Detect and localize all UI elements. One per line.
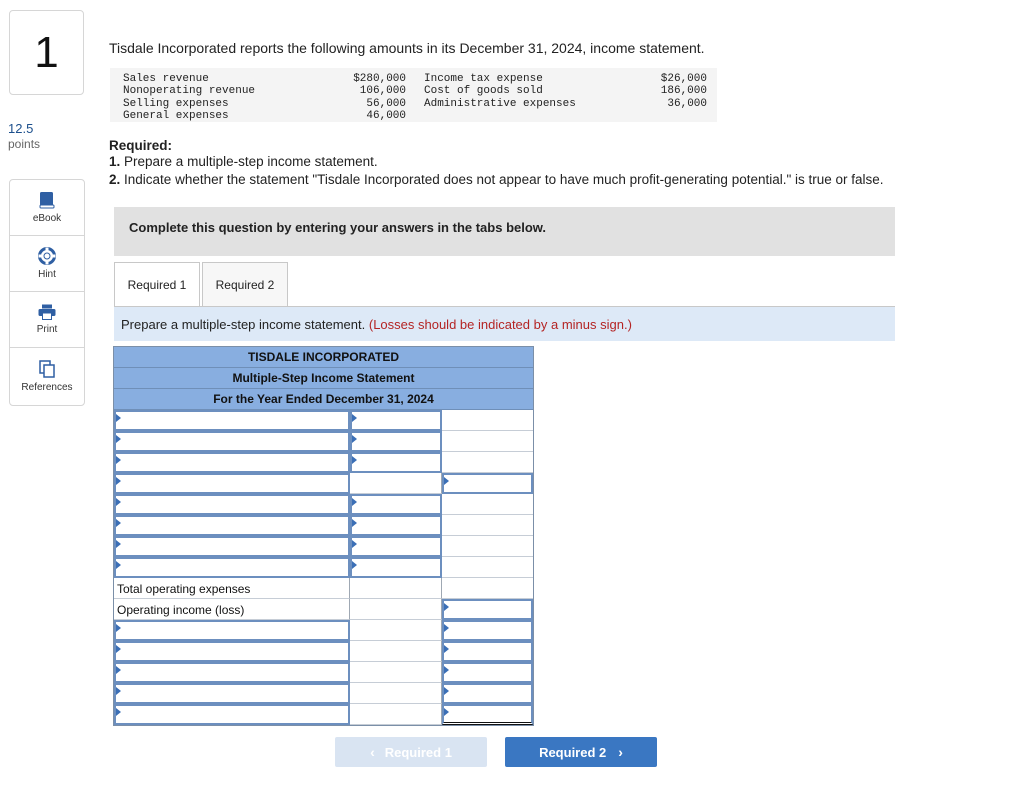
table-row	[114, 683, 533, 704]
amount-cell	[350, 599, 442, 620]
account-select[interactable]	[114, 452, 350, 473]
tab-required-1[interactable]	[114, 262, 200, 307]
amount-input[interactable]	[350, 557, 442, 578]
table-row	[114, 452, 533, 473]
amount-cell	[350, 473, 442, 494]
points-label: points	[8, 137, 41, 151]
required-item-number: 1.	[109, 154, 121, 169]
table-row	[114, 536, 533, 557]
print-label: Print	[36, 324, 58, 335]
amounts-left-values	[330, 73, 406, 122]
amount-cell	[350, 683, 442, 704]
references-button[interactable]	[10, 348, 84, 405]
amounts-table	[110, 68, 717, 122]
prompt-bar	[114, 307, 895, 341]
table-row	[114, 494, 533, 515]
amount-input[interactable]	[350, 515, 442, 536]
account-select[interactable]	[114, 620, 350, 641]
amount-value: 46,000	[366, 109, 406, 122]
hint-label: Hint	[38, 269, 56, 280]
amount-input[interactable]	[350, 452, 442, 473]
total-input[interactable]	[442, 473, 533, 494]
question-number: 1	[9, 10, 84, 95]
table-row	[114, 578, 533, 599]
statement-period: For the Year Ended December 31, 2024	[114, 389, 533, 410]
instruction-box: Complete this question by entering your answers in the tabs below.	[114, 207, 895, 256]
prev-label: Required 1	[384, 744, 452, 760]
operating-income-label: Operating income (loss)	[114, 599, 350, 620]
amount-cell	[350, 578, 442, 599]
amounts-left-labels	[123, 73, 255, 122]
points-value: 12.5	[8, 121, 34, 136]
amount-label: Cost of goods sold	[424, 85, 543, 98]
account-select[interactable]	[114, 662, 350, 683]
table-row	[114, 662, 533, 683]
tab-required-2[interactable]	[202, 262, 288, 307]
account-select[interactable]	[114, 557, 350, 578]
required-item-1	[109, 154, 378, 169]
table-row	[114, 704, 533, 725]
amount-label: Selling expenses	[123, 97, 229, 110]
table-row	[114, 515, 533, 536]
account-select[interactable]	[114, 704, 350, 725]
required-item-text: Indicate whether the statement "Tisdale Incorporated does not appear to have much profit-generating potential." is true or false.	[124, 172, 884, 187]
ebook-button[interactable]	[10, 180, 84, 236]
amount-value: 186,000	[660, 85, 707, 98]
hint-button[interactable]	[10, 236, 84, 292]
printer-icon	[38, 304, 56, 320]
tool-panel	[9, 179, 85, 406]
total-cell	[442, 410, 533, 431]
total-cell	[442, 578, 533, 599]
amount-label: Sales revenue	[123, 73, 209, 85]
next-label: Required 2	[539, 744, 607, 760]
account-select[interactable]	[114, 410, 350, 431]
table-row	[114, 410, 533, 431]
table-row	[114, 599, 533, 620]
amount-value: $280,000	[353, 73, 406, 85]
total-input[interactable]	[442, 620, 533, 641]
amount-value: 56,000	[366, 97, 406, 110]
account-select[interactable]	[114, 494, 350, 515]
amount-cell	[350, 704, 442, 725]
total-input[interactable]	[442, 599, 533, 620]
total-input[interactable]	[442, 641, 533, 662]
amount-label: Nonoperating revenue	[123, 85, 256, 98]
amount-input[interactable]	[350, 494, 442, 515]
amount-input[interactable]	[350, 431, 442, 452]
statement-title: Multiple-Step Income Statement	[114, 368, 533, 389]
amount-cell	[350, 662, 442, 683]
amounts-right-labels	[424, 73, 576, 110]
required-heading: Required:	[109, 138, 173, 153]
chevron-left-icon: ‹	[370, 744, 375, 760]
required-item-2	[109, 172, 884, 187]
total-input[interactable]	[442, 662, 533, 683]
tab-label: Required 2	[215, 277, 275, 292]
print-button[interactable]	[10, 292, 84, 348]
prompt-text: Prepare a multiple-step income statement.	[121, 317, 366, 332]
total-cell	[442, 452, 533, 473]
documents-icon	[39, 360, 55, 378]
question-text: Tisdale Incorporated reports the following amounts in its December 31, 2024, income statement.	[109, 40, 705, 56]
total-cell	[442, 494, 533, 515]
table-row	[114, 641, 533, 662]
tab-label: Required 1	[127, 277, 187, 292]
account-select[interactable]	[114, 515, 350, 536]
amount-cell	[350, 620, 442, 641]
account-select[interactable]	[114, 431, 350, 452]
table-row	[114, 620, 533, 641]
total-cell	[442, 557, 533, 578]
amount-label: Administrative expenses	[424, 97, 576, 110]
account-select[interactable]	[114, 536, 350, 557]
ebook-label: eBook	[32, 213, 62, 224]
prompt-note: (Losses should be indicated by a minus sign.)	[368, 317, 632, 332]
amount-cell	[350, 641, 442, 662]
account-select[interactable]	[114, 641, 350, 662]
required-item-text: Prepare a multiple-step income statement.	[124, 154, 378, 169]
amount-label: Income tax expense	[424, 73, 543, 85]
amount-value: $26,000	[660, 73, 707, 85]
chevron-right-icon: ›	[618, 744, 623, 760]
next-required-button[interactable]	[505, 737, 657, 767]
account-select[interactable]	[114, 473, 350, 494]
net-income-input[interactable]	[442, 704, 533, 725]
table-row	[114, 557, 533, 578]
amounts-right-values	[630, 73, 707, 110]
account-select[interactable]	[114, 683, 350, 704]
book-icon	[39, 191, 55, 209]
amount-input[interactable]	[350, 410, 442, 431]
required-item-number: 2.	[109, 172, 121, 187]
references-label: References	[21, 382, 73, 393]
total-cell	[442, 536, 533, 557]
income-statement-table	[113, 346, 534, 726]
total-cell	[442, 431, 533, 452]
amount-value: 106,000	[359, 85, 406, 98]
prev-required-button[interactable]	[335, 737, 487, 767]
lifebuoy-icon	[38, 247, 56, 265]
total-input[interactable]	[442, 683, 533, 704]
statement-company: TISDALE INCORPORATED	[114, 347, 533, 368]
amount-label: General expenses	[123, 109, 229, 122]
total-cell	[442, 515, 533, 536]
table-row	[114, 473, 533, 494]
total-operating-expenses-label: Total operating expenses	[114, 578, 350, 599]
table-row	[114, 431, 533, 452]
amount-input[interactable]	[350, 536, 442, 557]
amount-value: 36,000	[667, 97, 707, 110]
